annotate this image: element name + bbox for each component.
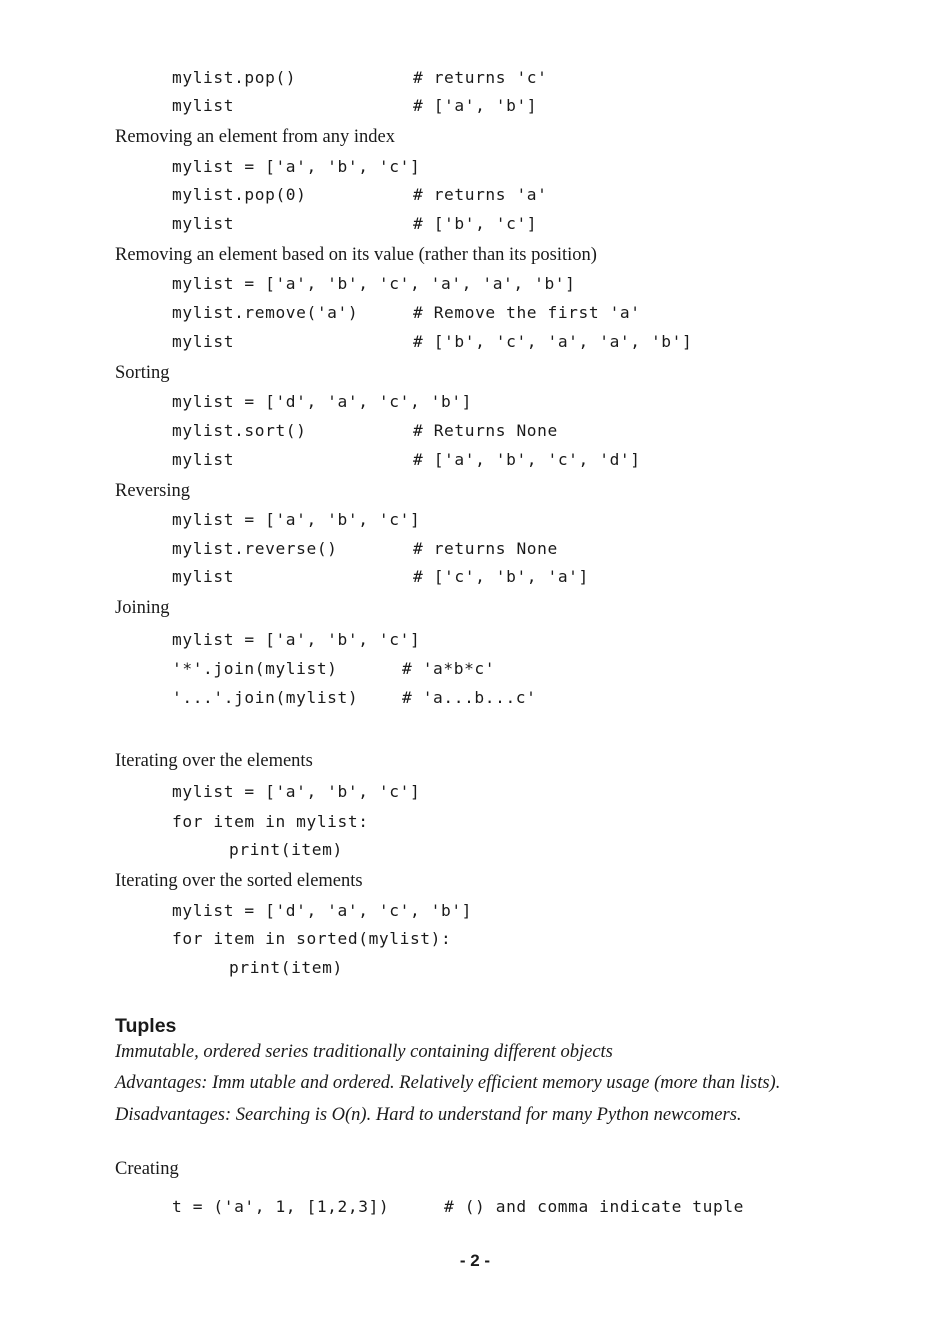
code-line: print(item) <box>229 958 343 977</box>
code-line: mylist.remove('a') <box>172 303 359 322</box>
code-comment: # ['b', 'c'] <box>413 214 538 233</box>
section-description: Immutable, ordered series traditionally containing different objects <box>115 1042 613 1062</box>
code-comment: # 'a*b*c' <box>402 659 496 678</box>
step-label: Sorting <box>115 363 170 383</box>
code-line: mylist <box>172 214 235 233</box>
code-comment: # ['a', 'b'] <box>413 96 538 115</box>
step-label: Creating <box>115 1159 179 1179</box>
step-label: Joining <box>115 598 170 618</box>
code-comment: # Remove the first 'a' <box>413 303 641 322</box>
code-line: mylist.pop(0) <box>172 185 307 204</box>
code-comment: # 'a...b...c' <box>402 688 537 707</box>
step-label: Removing an element based on its value (rather than its position) <box>115 245 597 265</box>
code-comment: # returns 'c' <box>413 68 548 87</box>
code-line: mylist <box>172 567 235 586</box>
code-comment: # ['c', 'b', 'a'] <box>413 567 589 586</box>
code-line: mylist = ['a', 'b', 'c'] <box>172 782 421 801</box>
code-line: t = ('a', 1, [1,2,3]) <box>172 1197 390 1216</box>
code-comment: # ['b', 'c', 'a', 'a', 'b'] <box>413 332 693 351</box>
code-comment: # () and comma indicate tuple <box>444 1197 745 1216</box>
code-line: mylist = ['a', 'b', 'c', 'a', 'a', 'b'] <box>172 274 576 293</box>
code-line: print(item) <box>229 840 343 859</box>
step-label: Reversing <box>115 481 191 501</box>
page-number: - 2 - <box>459 1251 491 1270</box>
code-line: mylist = ['d', 'a', 'c', 'b'] <box>172 901 473 920</box>
code-line: mylist = ['a', 'b', 'c'] <box>172 630 421 649</box>
code-line: '...'.join(mylist) <box>172 688 359 707</box>
step-label: Removing an element from any index <box>115 127 395 147</box>
code-line: for item in sorted(mylist): <box>172 929 452 948</box>
code-comment: # returns None <box>413 539 558 558</box>
code-line: mylist.pop() <box>172 68 297 87</box>
code-line: mylist = ['a', 'b', 'c'] <box>172 157 421 176</box>
step-label: Iterating over the elements <box>115 751 313 771</box>
code-line: mylist <box>172 450 235 469</box>
code-comment: # Returns None <box>413 421 558 440</box>
step-label: Iterating over the sorted elements <box>115 871 363 891</box>
code-line: mylist <box>172 332 235 351</box>
code-line: mylist <box>172 96 235 115</box>
section-description: Advantages: Imm utable and ordered. Relatively efficient memory usage (more than lists). <box>115 1073 781 1093</box>
code-line: mylist = ['d', 'a', 'c', 'b'] <box>172 392 473 411</box>
code-comment: # ['a', 'b', 'c', 'd'] <box>413 450 641 469</box>
code-line: mylist.sort() <box>172 421 307 440</box>
code-line: mylist.reverse() <box>172 539 338 558</box>
section-description: Disadvantages: Searching is O(n). Hard to understand for many Python newcomers. <box>115 1105 742 1125</box>
section-heading: Tuples <box>115 1015 177 1037</box>
code-line: for item in mylist: <box>172 812 369 831</box>
code-comment: # returns 'a' <box>413 185 548 204</box>
code-line: '*'.join(mylist) <box>172 659 338 678</box>
code-line: mylist = ['a', 'b', 'c'] <box>172 510 421 529</box>
